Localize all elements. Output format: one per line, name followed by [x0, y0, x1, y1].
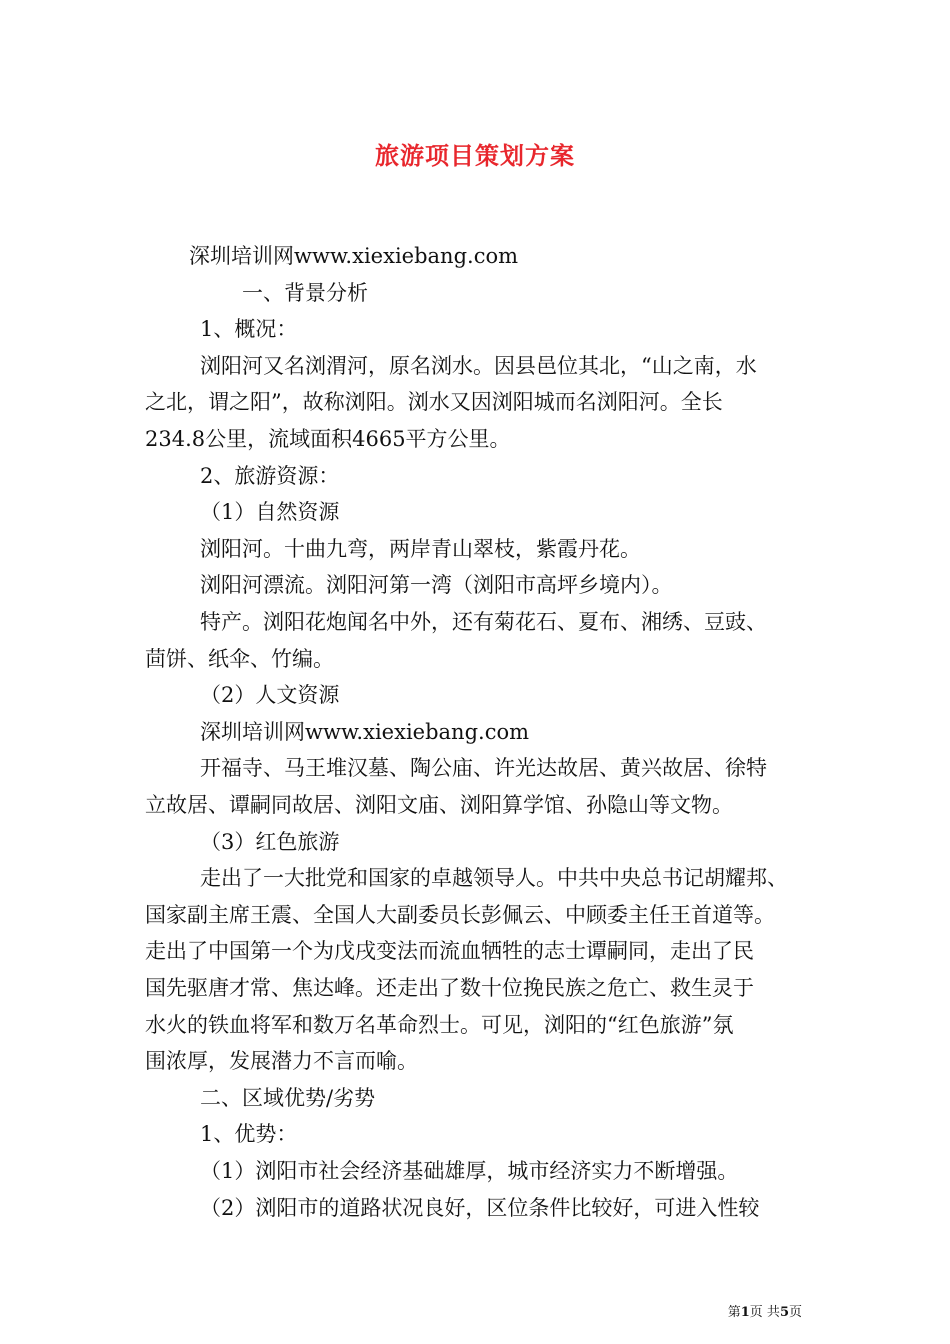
footer-prefix: 第: [727, 1305, 741, 1320]
footer-page-number: 1: [740, 1305, 750, 1320]
text-line: 国家副主席王震、全国人大副委员长彭佩云、中顾委主任王首道等。: [145, 902, 775, 927]
text-line: 茴饼、纸伞、竹编。: [145, 646, 334, 671]
text-line: 浏阳河又名浏渭河，原名浏水。因县邑位其北，“山之南，水: [200, 353, 757, 378]
text-line: 一、背景分析: [242, 280, 368, 305]
text-line: 走出了中国第一个为戊戌变法而流血牺牲的志士谭嗣同，走出了民: [145, 939, 754, 964]
text-line: （1）浏阳市社会经济基础雄厚，城市经济实力不断增强。: [200, 1159, 739, 1183]
text-line: （2）浏阳市的道路状况良好，区位条件比较好，可进入性较: [200, 1195, 760, 1220]
text-line: 浏阳河漂流。浏阳河第一湾（浏阳市高坪乡境内）。: [200, 573, 673, 598]
text-line: 234.8公里，流域面积4665平方公里。: [145, 427, 511, 451]
text-line: 浏阳河。十曲九弯，两岸青山翠枝，紫霞丹花。: [200, 536, 641, 561]
document-title: 旅游项目策划方案: [375, 141, 575, 170]
footer-suffix: 页: [788, 1305, 802, 1320]
text-line: 立故居、谭嗣同故居、浏阳文庙、浏阳算学馆、孙隐山等文物。: [145, 793, 733, 817]
text-line: （1）自然资源: [200, 500, 340, 525]
text-line: （3）红色旅游: [200, 829, 340, 854]
page-footer: [728, 1301, 802, 1320]
text-line: 深圳培训网www.xiexiebang.com: [189, 244, 519, 268]
text-line: 2、旅游资源：: [200, 463, 340, 488]
text-line: 特产。浏阳花炮闻名中外，还有菊花石、夏布、湘绣、豆豉、: [200, 610, 767, 634]
text-line: 开福寺、马王堆汉墓、陶公庙、许光达故居、黄兴故居、徐特: [200, 756, 767, 781]
text-line: 二、区域优势/劣势: [200, 1085, 376, 1110]
text-line: 1、概况：: [200, 317, 298, 342]
text-line: 走出了一大批党和国家的卓越领导人。中共中央总书记胡耀邦、: [200, 866, 788, 891]
text-line: 国先驱唐才常、焦达峰。还走出了数十位挽民族之危亡、救生灵于: [145, 976, 754, 1000]
text-line: 之北，谓之阳”，故称浏阳。浏水又因浏阳城而名浏阳河。全长: [145, 390, 723, 415]
text-line: 水火的铁血将军和数万名革命烈士。可见，浏阳的“红色旅游”氛: [145, 1012, 734, 1037]
text-line: 1、优势：: [200, 1122, 298, 1147]
text-line: 围浓厚，发展潜力不言而喻。: [145, 1049, 418, 1074]
footer-middle: 页 共: [749, 1305, 780, 1320]
text-line: 深圳培训网www.xiexiebang.com: [200, 719, 530, 744]
text-line: （2）人文资源: [200, 683, 340, 708]
footer-total-pages: 5: [779, 1305, 789, 1320]
